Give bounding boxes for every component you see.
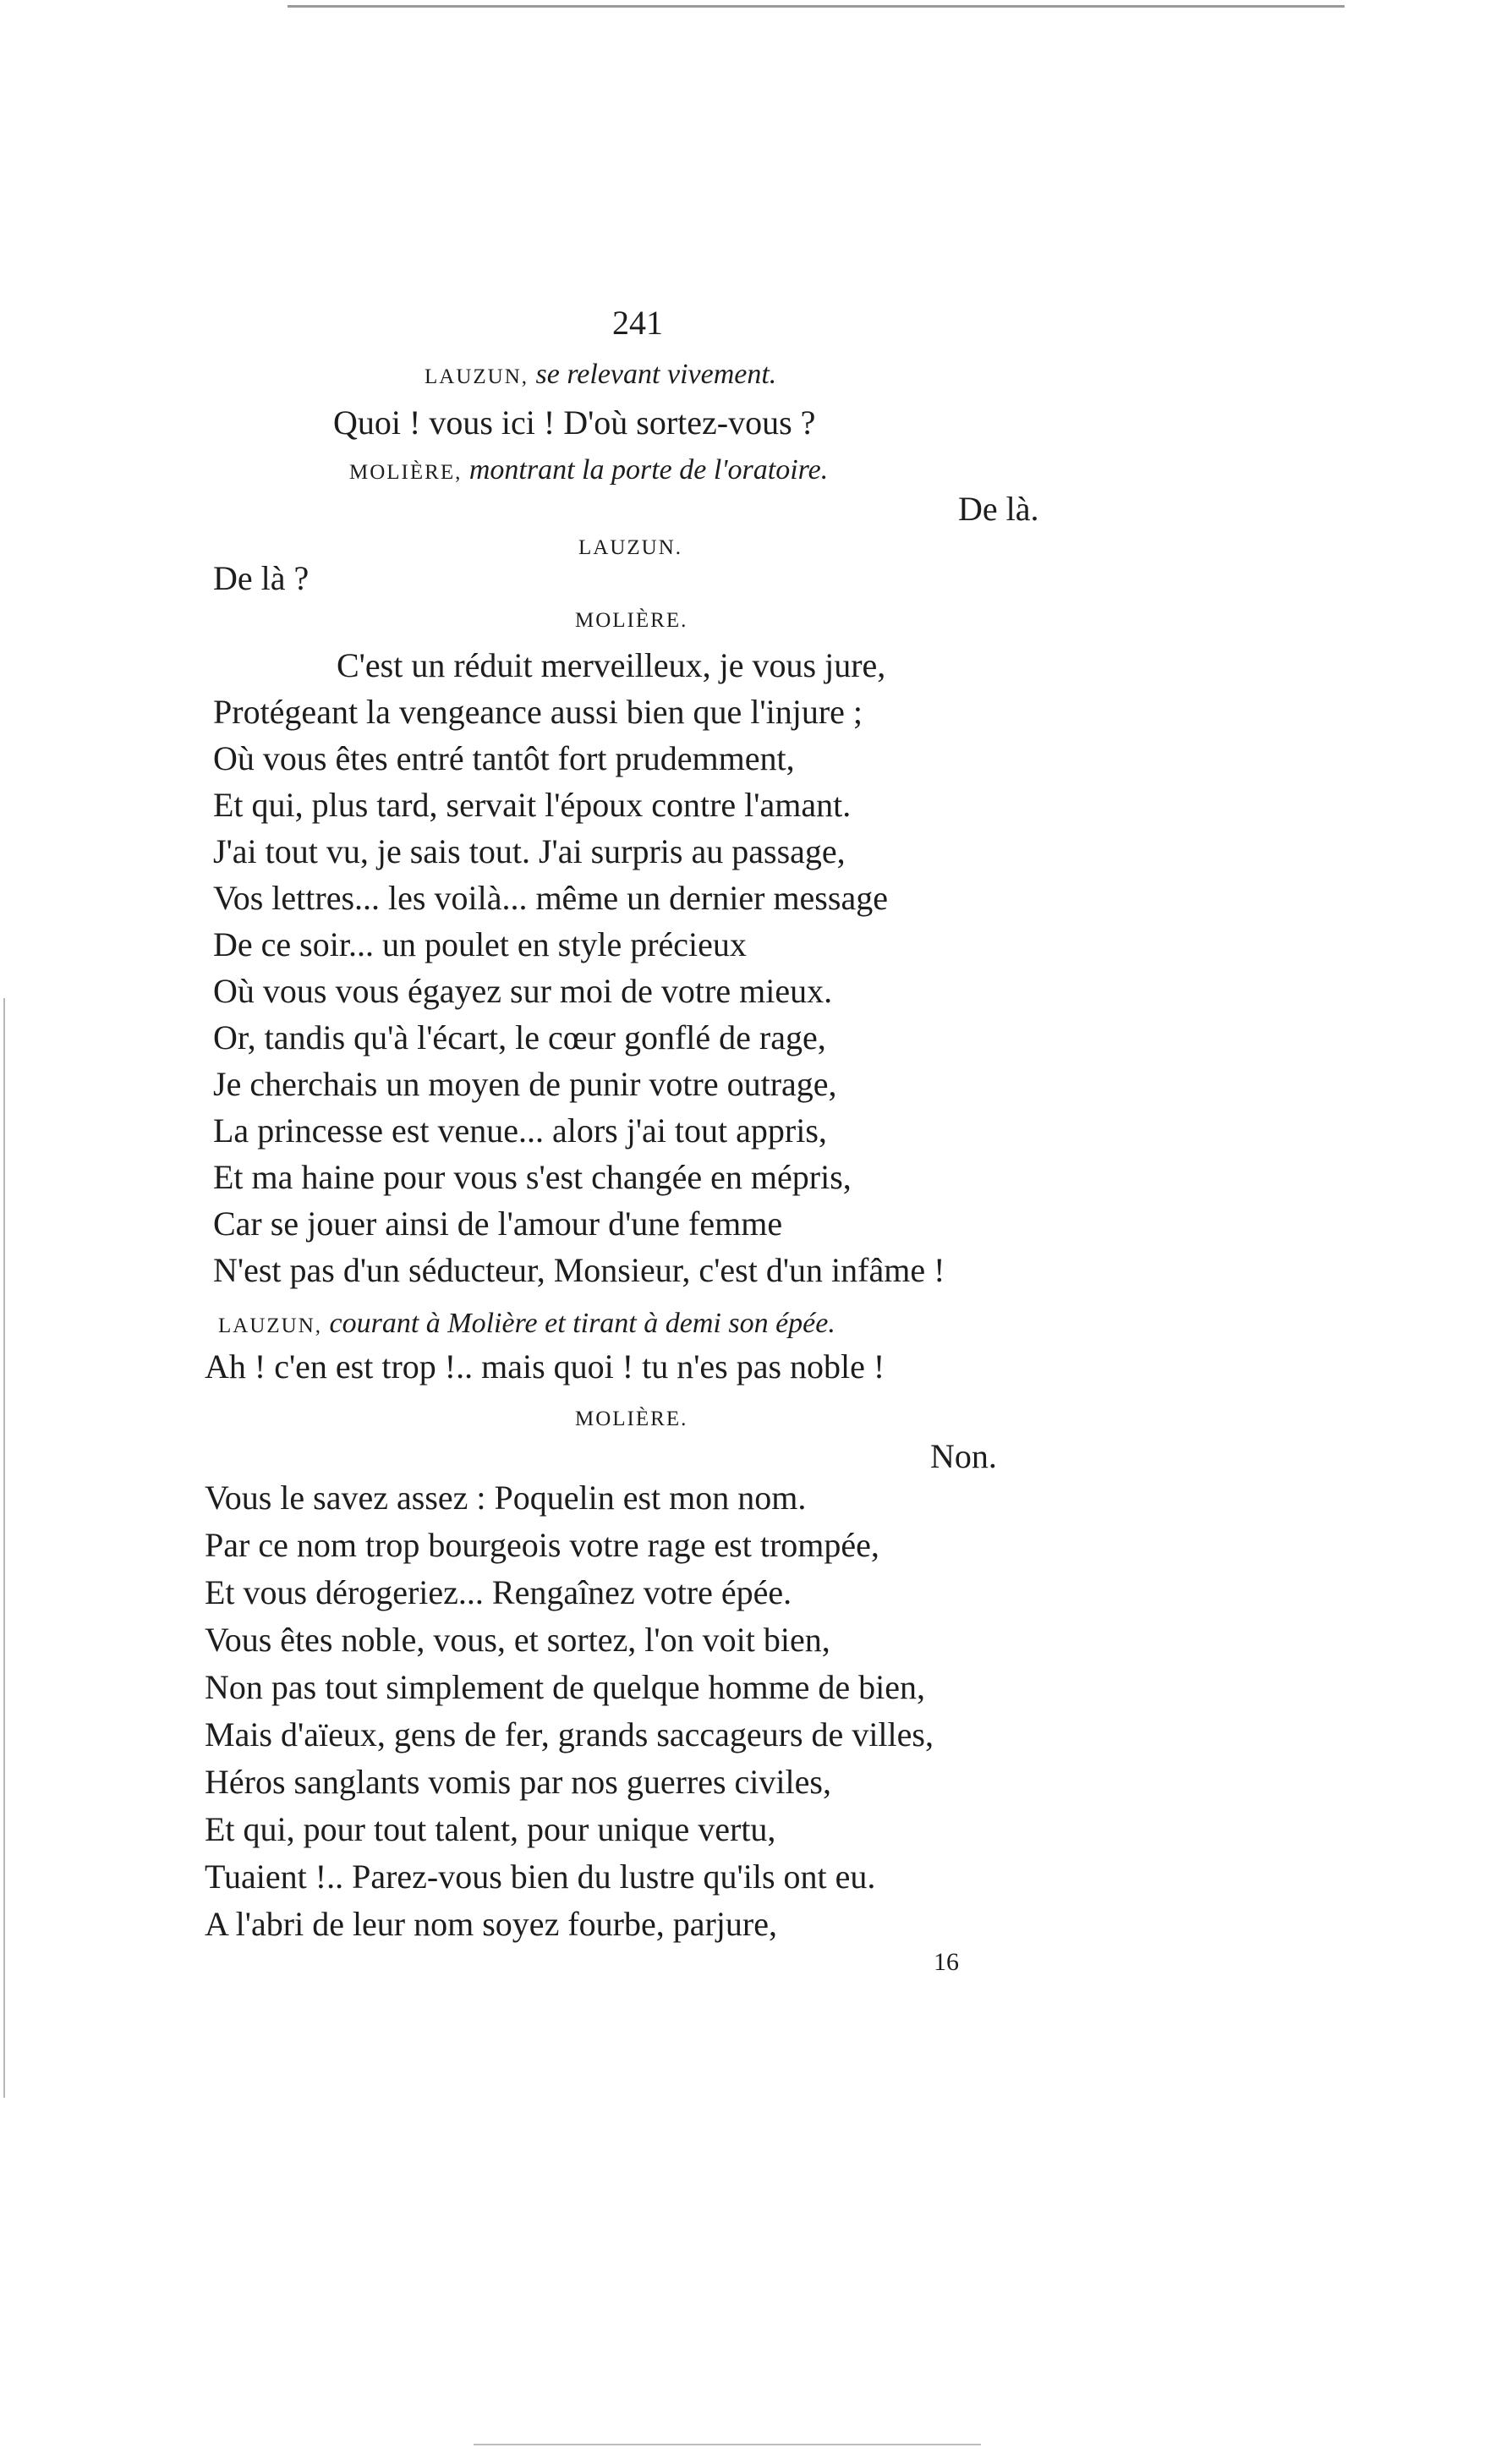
direction-text: courant à Molière et tirant à demi son épée. [329, 1308, 835, 1339]
verse-line: Quoi ! vous ici ! D'où sortez-vous ? [333, 403, 816, 442]
verse-line: C'est un réduit merveilleux, je vous jure, [337, 646, 886, 684]
verse-line: A l'abri de leur nom soyez fourbe, parjure, [205, 1905, 777, 1943]
verse-line: Ah ! c'en est trop !.. mais quoi ! tu n'es pas noble ! [205, 1347, 885, 1386]
verse-line: Où vous êtes entré tantôt fort prudemment, [213, 739, 795, 777]
verse-line: N'est pas d'un séducteur, Monsieur, c'est d'un infâme ! [213, 1251, 945, 1289]
verse-line: Car se jouer ainsi de l'amour d'une femme [213, 1205, 783, 1243]
speaker-heading: LAUZUN. [578, 536, 683, 559]
verse-line: Non. [930, 1437, 997, 1475]
direction-text: montrant la porte de l'oratoire. [468, 454, 829, 486]
verse-line: Protégeant la vengeance aussi bien que l'injure ; [213, 693, 863, 731]
speaker-name: MOLIÈRE, [349, 461, 463, 484]
left-scan-edge [3, 998, 5, 2098]
verse-line: Et qui, pour tout talent, pour unique vertu, [205, 1810, 776, 1848]
verse-line: Non pas tout simplement de quelque homme de bien, [205, 1668, 926, 1706]
verse-line: Et qui, plus tard, servait l'époux contre l'amant. [213, 786, 852, 824]
direction-text: se relevant vivement. [535, 359, 777, 390]
verse-line: Or, tandis qu'à l'écart, le cœur gonflé de rage, [213, 1018, 826, 1056]
stage-direction [425, 358, 776, 394]
verse-line: De ce soir... un poulet en style précieux [213, 925, 747, 963]
verse-line: Vous le savez assez : Poquelin est mon nom. [205, 1479, 807, 1517]
bottom-scan-edge [474, 2444, 981, 2445]
verse-line: De là ? [213, 559, 310, 597]
speaker-heading: MOLIÈRE. [575, 1408, 688, 1430]
verse-line: Et ma haine pour vous s'est changée en mépris, [213, 1158, 852, 1196]
verse-line: Mais d'aïeux, gens de fer, grands saccageurs de villes, [205, 1715, 934, 1753]
verse-line: Je cherchais un moyen de punir votre outrage, [213, 1065, 837, 1103]
speaker-heading: MOLIÈRE. [575, 609, 688, 632]
stage-direction [218, 1307, 835, 1343]
top-scan-edge [288, 5, 1345, 8]
verse-line: De là. [958, 490, 1039, 528]
verse-line: Héros sanglants vomis par nos guerres civiles, [205, 1763, 831, 1801]
verse-line: Tuaient !.. Parez-vous bien du lustre qu'ils ont eu. [205, 1858, 876, 1896]
verse-line: J'ai tout vu, je sais tout. J'ai surpris au passage, [213, 832, 846, 870]
signature-mark: 16 [934, 1948, 959, 1976]
speaker-name: LAUZUN, [218, 1314, 323, 1337]
verse-line: La princesse est venue... alors j'ai tout appris, [213, 1111, 827, 1150]
stage-direction [349, 453, 828, 490]
verse-line: Où vous vous égayez sur moi de votre mieux. [213, 972, 833, 1010]
verse-line: Vous êtes noble, vous, et sortez, l'on voit bien, [205, 1621, 830, 1659]
page-number: 241 [612, 304, 663, 342]
speaker-name: LAUZUN, [425, 365, 529, 388]
verse-line: Vos lettres... les voilà... même un dernier message [213, 879, 888, 917]
verse-line: Et vous dérogeriez... Rengaînez votre épée. [205, 1573, 792, 1611]
verse-line: Par ce nom trop bourgeois votre rage est trompée, [205, 1526, 879, 1564]
